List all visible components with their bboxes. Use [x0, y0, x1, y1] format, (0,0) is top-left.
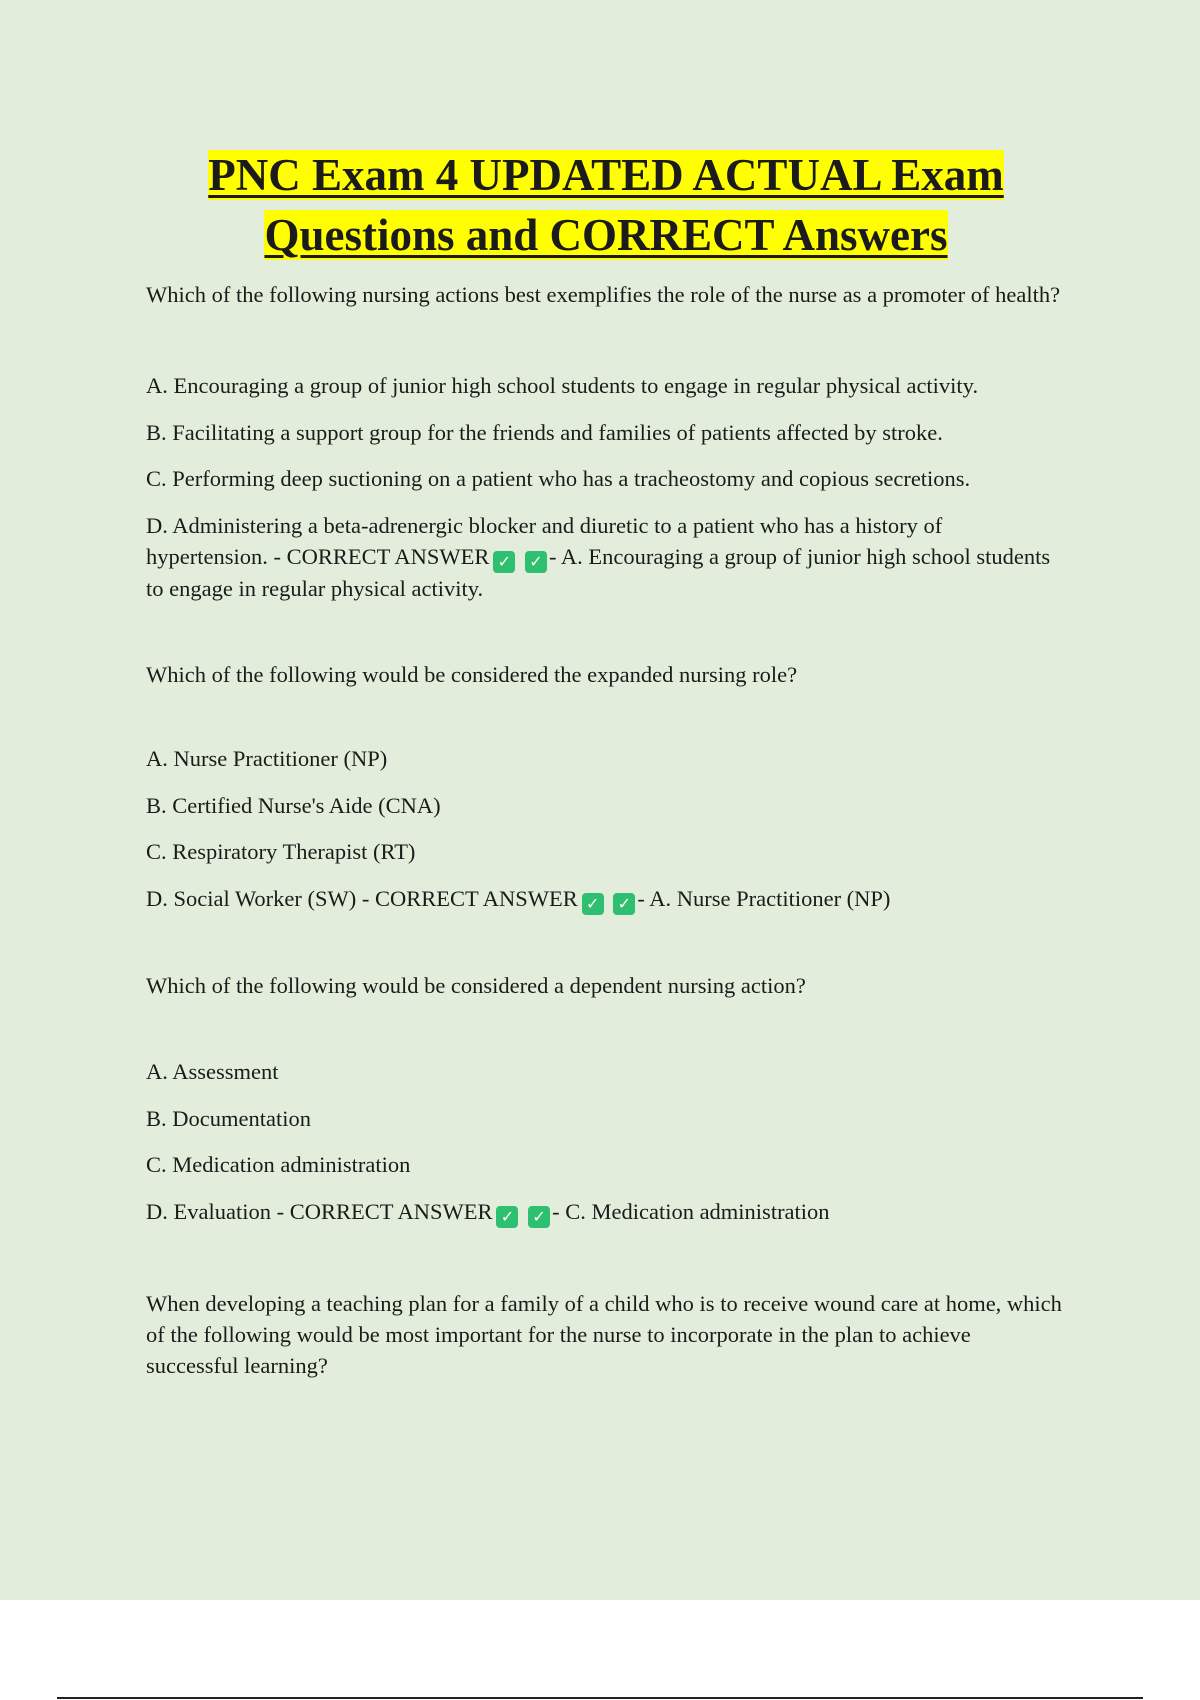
option-b: B. Documentation [146, 1105, 311, 1131]
option-c: C. Respiratory Therapist (RT) [146, 839, 416, 864]
question-block-3 [146, 970, 1066, 1228]
option-b: B. Facilitating a support group for the friends and families of patients affected by stroke. [146, 419, 943, 445]
option-d: D. Administering a beta-adrenergic blocker and diuretic to a patient who has a history of hypertension. [146, 512, 943, 569]
option-a: A. Encouraging a group of junior high school students to engage in regular physical activity. [146, 373, 979, 398]
spacer [146, 310, 1066, 370]
option-d-with-answer [146, 510, 1066, 604]
title-line-1: PNC Exam 4 UPDATED ACTUAL Exam [208, 150, 1004, 200]
check-box-icon: ✓ [493, 551, 515, 573]
options-list [146, 1056, 1066, 1228]
correct-answer-text: C. Medication administration [565, 1198, 830, 1224]
answer-separator: - [552, 1198, 566, 1224]
question-text: Which of the following would be considered the expanded nursing role? [146, 662, 798, 687]
check-box-icon: ✓ [496, 1206, 518, 1228]
option-c: C. Performing deep suctioning on a patient who has a tracheostomy and copious secretions. [146, 466, 971, 491]
check-box-icon: ✓ [613, 893, 635, 915]
correct-answer-label: - CORRECT ANSWER [267, 543, 490, 569]
footer-divider [57, 1697, 1143, 1699]
question-block-1 [146, 279, 1066, 604]
spacer [146, 930, 1066, 970]
option-d: D. Evaluation [146, 1198, 271, 1224]
spacer [146, 690, 1066, 743]
document-title [146, 145, 1066, 265]
answer-separator: - [637, 885, 650, 911]
check-box-icon: ✓ [525, 551, 547, 573]
spacer [146, 619, 1066, 659]
option-a: A. Nurse Practitioner (NP) [146, 746, 388, 771]
option-d-with-answer [146, 1196, 1066, 1228]
options-list [146, 370, 1066, 604]
question-text: Which of the following would be considered a dependent nursing action? [146, 973, 806, 998]
options-list [146, 743, 1066, 915]
check-box-icon: ✓ [582, 893, 604, 915]
title-line-2: Questions and CORRECT Answers [264, 210, 948, 260]
question-text: Which of the following nursing actions best exemplifies the role of the nurse as a promoter of health? [146, 282, 1061, 307]
option-b: B. Certified Nurse's Aide (CNA) [146, 792, 441, 818]
correct-answer-text: A. Encouraging a group of junior high school students to engage in regular physical activity. [146, 543, 1051, 601]
option-d: D. Social Worker (SW) [146, 885, 357, 911]
document-content [146, 145, 1066, 1381]
correct-answer-label: - CORRECT ANSWER [356, 885, 578, 911]
question-block-2 [146, 659, 1066, 915]
spacer [146, 1001, 1066, 1056]
correct-answer-label: - CORRECT ANSWER [270, 1198, 493, 1224]
question-block-4 [146, 1288, 1066, 1381]
question-text: When developing a teaching plan for a family of a child who is to receive wound care at home, which of the following would be most important for the nurse to incorporate in the plan to achieve successful learning? [146, 1291, 1062, 1378]
answer-separator: - [548, 543, 561, 569]
correct-answer-text: A. Nurse Practitioner (NP) [649, 885, 891, 911]
option-d-with-answer [146, 883, 1066, 915]
option-a: A. Assessment [146, 1059, 279, 1084]
check-box-icon: ✓ [528, 1206, 550, 1228]
spacer [146, 1243, 1066, 1288]
option-c: C. Medication administration [146, 1152, 411, 1177]
